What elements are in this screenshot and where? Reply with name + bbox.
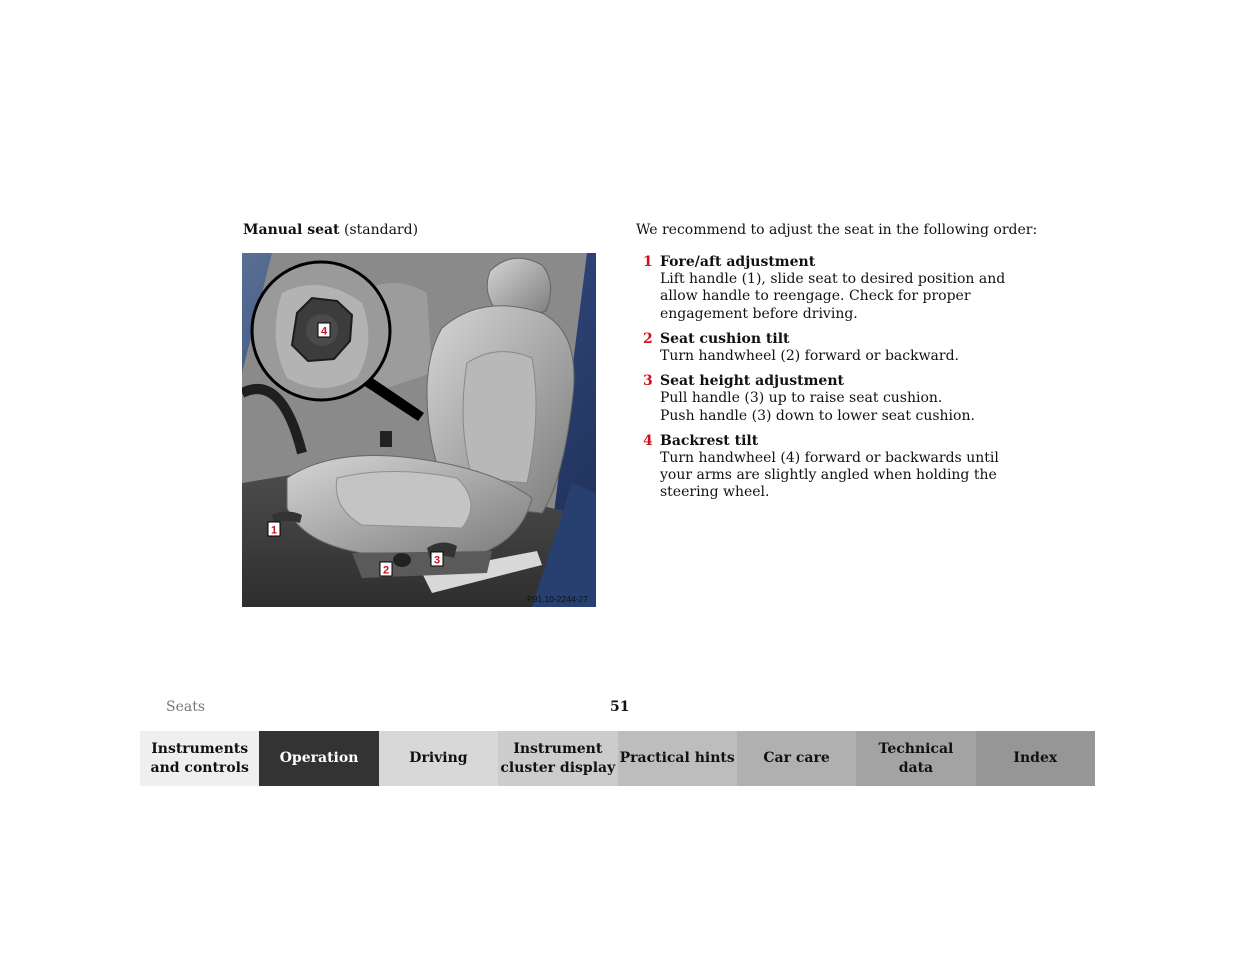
nav-tab-driving[interactable]: Driving — [379, 731, 498, 786]
step-title: Seat cushion tilt — [660, 330, 790, 347]
handwheel-2 — [393, 553, 411, 567]
step-text-line: your arms are slightly angled when holding the — [660, 467, 997, 484]
backrest-center — [463, 352, 536, 483]
figure-code: P91.10-2244-27 — [527, 594, 588, 604]
step-text-line: Turn handwheel (4) forward or backwards until — [660, 450, 999, 467]
nav-tab-technical-data[interactable]: Technical data — [856, 731, 975, 786]
step-title: Backrest tilt — [660, 432, 759, 449]
section-heading-bold: Manual seat — [243, 222, 340, 238]
step-number: 2 — [643, 330, 653, 347]
step-text-line: Turn handwheel (2) forward or backward. — [660, 348, 960, 365]
step-text-line: steering wheel. — [660, 484, 770, 501]
step-title: Seat height adjustment — [660, 373, 844, 390]
nav-tab-practical-hints[interactable]: Practical hints — [618, 731, 737, 786]
callout-2: 2 — [382, 564, 390, 577]
step-cushion-tilt — [636, 331, 1016, 365]
step-number: 4 — [643, 432, 653, 449]
seat-illustration — [242, 253, 596, 607]
section-heading — [243, 221, 418, 239]
step-text-line: engagement before driving. — [660, 305, 858, 322]
footer-section-label: Seats — [166, 699, 206, 715]
step-fore-aft — [636, 254, 1016, 323]
step-title: Fore/aft adjustment — [660, 254, 816, 270]
nav-tab-index[interactable]: Index — [976, 731, 1095, 786]
intro-text: We recommend to adjust the seat in the following order: — [636, 222, 1038, 238]
step-number: 3 — [643, 373, 653, 390]
cushion-center — [336, 472, 471, 529]
section-heading-rest: (standard) — [339, 222, 419, 238]
nav-tab-instruments-and-controls[interactable]: Instruments and controls — [140, 731, 259, 786]
step-text-line: allow handle to reengage. Check for proper — [660, 288, 971, 305]
callout-1: 1 — [270, 524, 278, 537]
step-height — [636, 373, 1016, 425]
step-text-line: Lift handle (1), slide seat to desired position and — [660, 271, 1006, 288]
nav-tab-operation[interactable]: Operation — [259, 731, 378, 786]
seatbelt-buckle — [380, 431, 392, 447]
step-number: 1 — [643, 254, 653, 270]
callout-3: 3 — [433, 554, 441, 567]
callout-4: 4 — [320, 325, 328, 338]
step-text-line: Pull handle (3) up to raise seat cushion. — [660, 390, 943, 407]
nav-tab-instrument-cluster-display[interactable]: Instrument cluster display — [498, 731, 617, 786]
step-text-line: Push handle (3) down to lower seat cushion. — [660, 407, 975, 424]
nav-tab-car-care[interactable]: Car care — [737, 731, 856, 786]
page-number: 51 — [610, 699, 630, 715]
adjustment-steps — [636, 254, 1016, 510]
chapter-navigation — [140, 731, 1095, 786]
step-backrest-tilt — [636, 433, 1016, 502]
